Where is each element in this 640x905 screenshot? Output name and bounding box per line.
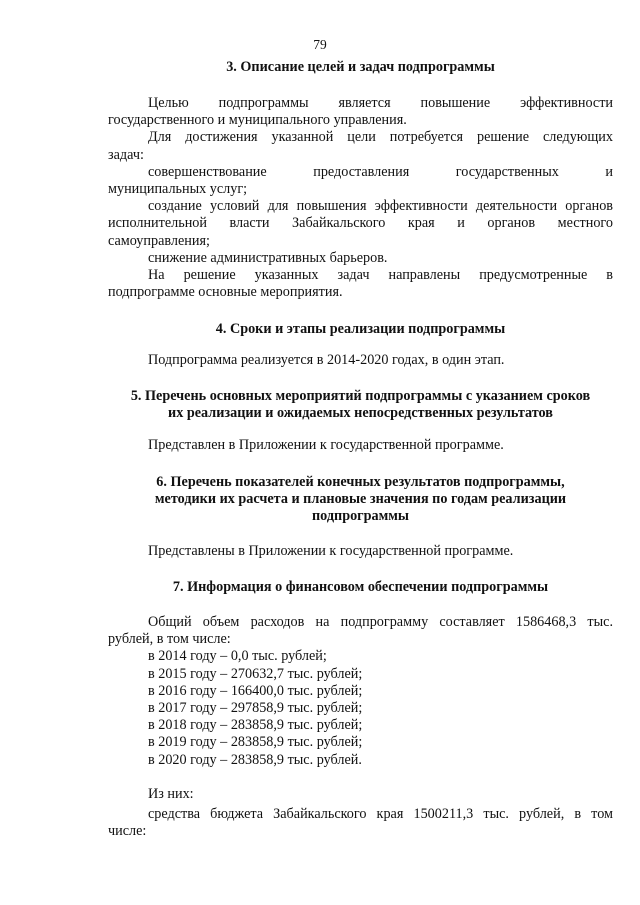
section-5-heading-line-2: их реализации и ожидаемых непосредственных результатов (168, 405, 553, 422)
year-expense: в 2015 году – 270632,7 тыс. рублей; (148, 665, 363, 682)
tasks-intro-line-2: задач: (108, 146, 144, 163)
year-expense: в 2017 году – 297858,9 тыс. рублей; (148, 700, 363, 717)
of-them-label: Из них: (148, 786, 194, 802)
total-expenses-line-1: Общий объем расходов на подпрограмму составляет 1586468,3 тыс. (148, 614, 613, 630)
year-expense: в 2019 году – 283858,9 тыс. рублей; (148, 734, 363, 751)
goal-line-2: государственного и муниципального управления. (108, 112, 407, 129)
task-2-line-1: создание условий для повышения эффективности деятельности органов (148, 198, 613, 215)
section-4 (108, 321, 613, 338)
year-expense: в 2018 году – 283858,9 тыс. рублей; (148, 717, 363, 734)
goal-line-1: Целью подпрограммы является повышение эффективности (148, 95, 613, 111)
page-number: 79 (313, 37, 327, 52)
total-expenses-line-2: рублей, в том числе: (108, 631, 231, 648)
task-1-line-1: совершенствование предоставления государственных и (148, 163, 613, 180)
section-6 (108, 474, 613, 526)
section-3 (108, 59, 613, 76)
section-3-body (108, 95, 613, 301)
section-7-body (108, 614, 613, 769)
task-3: снижение административных барьеров. (148, 249, 388, 266)
section-3-heading: 3. Описание целей и задач подпрограммы (226, 59, 495, 75)
section-6-heading-line-2: методики их расчета и плановые значения по годам реализации (154, 491, 567, 508)
measures-line-2: подпрограмме основные мероприятия. (108, 284, 343, 301)
task-1-line-2: муниципальных услуг; (108, 181, 248, 198)
section-4-heading: 4. Сроки и этапы реализации подпрограммы (215, 321, 506, 337)
year-expense: в 2020 году – 283858,9 тыс. рублей. (148, 751, 362, 768)
section-6-heading-line-3: подпрограммы (311, 508, 410, 525)
regional-budget-line-2: числе: (108, 823, 147, 840)
section-6-heading-line-1: 6. Перечень показателей конечных результатов подпрограммы, (156, 474, 565, 490)
section-6-text: Представлены в Приложении к государственной программе. (148, 543, 514, 559)
tasks-intro-line-1: Для достижения указанной цели потребуется решение следующих (148, 129, 613, 146)
section-7 (108, 579, 613, 596)
section-5-body (108, 437, 613, 454)
year-expense: в 2014 году – 0,0 тыс. рублей; (148, 648, 327, 665)
section-7-budget (108, 806, 613, 840)
task-2-line-2: исполнительной власти Забайкальского края и органов местного (108, 215, 613, 232)
section-4-text: Подпрограмма реализуется в 2014-2020 годах, в один этап. (148, 352, 505, 368)
section-5 (108, 388, 613, 422)
regional-budget-line-1: средства бюджета Забайкальского края 1500211,3 тыс. рублей, в том (148, 806, 613, 822)
task-2-line-3: самоуправления; (108, 232, 210, 249)
section-5-heading-line-1: 5. Перечень основных мероприятий подпрограммы с указанием сроков (130, 388, 591, 404)
section-7-heading: 7. Информация о финансовом обеспечении подпрограммы (172, 579, 549, 595)
section-7-sources (108, 786, 613, 803)
section-6-body (108, 543, 613, 560)
measures-line-1: На решение указанных задач направлены предусмотренные в (148, 267, 613, 284)
section-5-text: Представлен в Приложении к государственной программе. (148, 437, 504, 453)
section-4-body (108, 352, 613, 369)
year-expense: в 2016 году – 166400,0 тыс. рублей; (148, 682, 363, 699)
